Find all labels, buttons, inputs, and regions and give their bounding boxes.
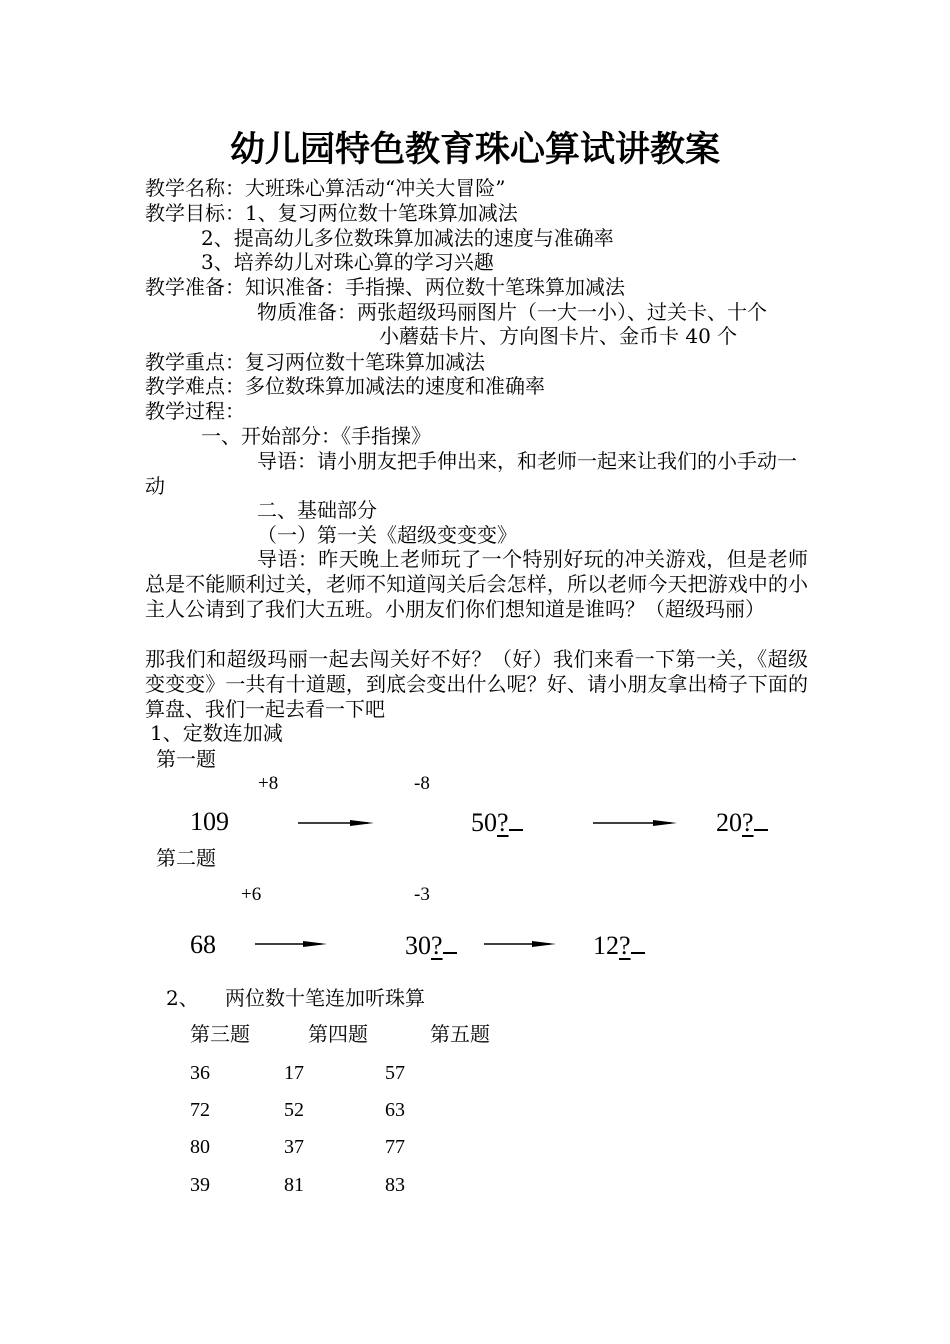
teaching-process: 教学过程：	[145, 399, 245, 423]
teaching-prep-material-cont: 小蘑菇卡片、方向图卡片、金币卡 40 个	[379, 324, 738, 348]
q2-start-number: 68	[190, 930, 216, 959]
table-cell: 39	[190, 1174, 210, 1196]
teaching-goal-2: 2、提高幼儿多位数珠算加减法的速度与准确率	[201, 226, 614, 250]
teaching-prep-material: 物质准备：两张超级玛丽图片（一大一小）、过关卡、十个	[257, 300, 767, 324]
q1-middle-answer: 50?	[471, 807, 523, 838]
table-cell: 80	[190, 1136, 210, 1158]
q2-operator-2: -3	[414, 884, 430, 905]
q2-operator-1: +6	[241, 884, 262, 905]
question-two-label: 第二题	[156, 846, 216, 870]
table-cell: 52	[284, 1099, 304, 1121]
level-one-heading: （一）第一关《超级变变变》	[257, 523, 517, 547]
table-header-q5: 第五题	[430, 1024, 490, 1046]
teaching-goal-3: 3、培养幼儿对珠心算的学习兴趣	[201, 250, 494, 274]
q2-end-answer: 12?	[593, 930, 645, 961]
q2-middle-answer: 30?	[405, 930, 457, 961]
q2-arrow-2-icon	[484, 938, 556, 950]
teaching-prep-knowledge: 教学准备：知识准备：手指操、两位数十笔珠算加减法	[145, 275, 625, 299]
q1-operator-1: +8	[258, 773, 279, 794]
section-one-heading: 1、定数连加减	[150, 721, 283, 745]
table-cell: 83	[385, 1174, 405, 1196]
table-header-q3: 第三题	[190, 1024, 250, 1046]
table-cell: 77	[385, 1136, 405, 1158]
table-cell: 72	[190, 1099, 210, 1121]
section-two-number: 2、	[166, 986, 199, 1010]
table-cell: 63	[385, 1099, 405, 1121]
table-cell: 17	[284, 1062, 304, 1084]
part-one-heading: 一、开始部分：《手指操》	[201, 424, 431, 448]
teaching-key-point: 教学重点：复习两位数十笔珠算加减法	[145, 350, 485, 374]
level-guide-paragraph: 导语：昨天晚上老师玩了一个特别好玩的冲关游戏，但是老师总是不能顺利过关，老师不知道闯关后会怎样，所以老师今天把游戏中的小主人公请到了我们大五班。小朋友们你们想知道是谁吗？（超级玛丽）	[145, 547, 808, 621]
section-two-heading: 两位数十笔连加听珠算	[225, 986, 425, 1010]
q1-end-answer: 20?	[716, 807, 768, 838]
q1-arrow-2-icon	[593, 817, 677, 829]
table-cell: 37	[284, 1136, 304, 1158]
q2-arrow-1-icon	[255, 938, 327, 950]
table-header-q4: 第四题	[308, 1024, 368, 1046]
page-title: 幼儿园特色教育珠心算试讲教案	[229, 130, 720, 170]
q1-operator-2: -8	[414, 773, 430, 794]
table-cell: 36	[190, 1062, 210, 1084]
table-cell: 81	[284, 1174, 304, 1196]
question-one-label: 第一题	[156, 747, 216, 771]
teaching-difficulty: 教学难点：多位数珠算加减法的速度和准确率	[145, 374, 545, 398]
level-continue-paragraph: 那我们和超级玛丽一起去闯关好不好？（好）我们来看一下第一关，《超级变变变》一共有十道题，到底会变出什么呢？好、请小朋友拿出椅子下面的算盘、我们一起去看一下吧	[145, 647, 808, 721]
table-cell: 57	[385, 1062, 405, 1084]
q1-arrow-1-icon	[298, 817, 374, 829]
part-two-heading: 二、基础部分	[257, 498, 377, 522]
teaching-name: 教学名称：大班珠心算活动“冲关大冒险”	[145, 176, 506, 200]
teaching-goal-1: 教学目标：1、复习两位数十笔珠算加减法	[145, 201, 518, 225]
intro-guide-paragraph: 导语：请小朋友把手伸出来，和老师一起来让我们的小手动一动	[145, 449, 797, 498]
q1-start-number: 109	[190, 807, 229, 836]
